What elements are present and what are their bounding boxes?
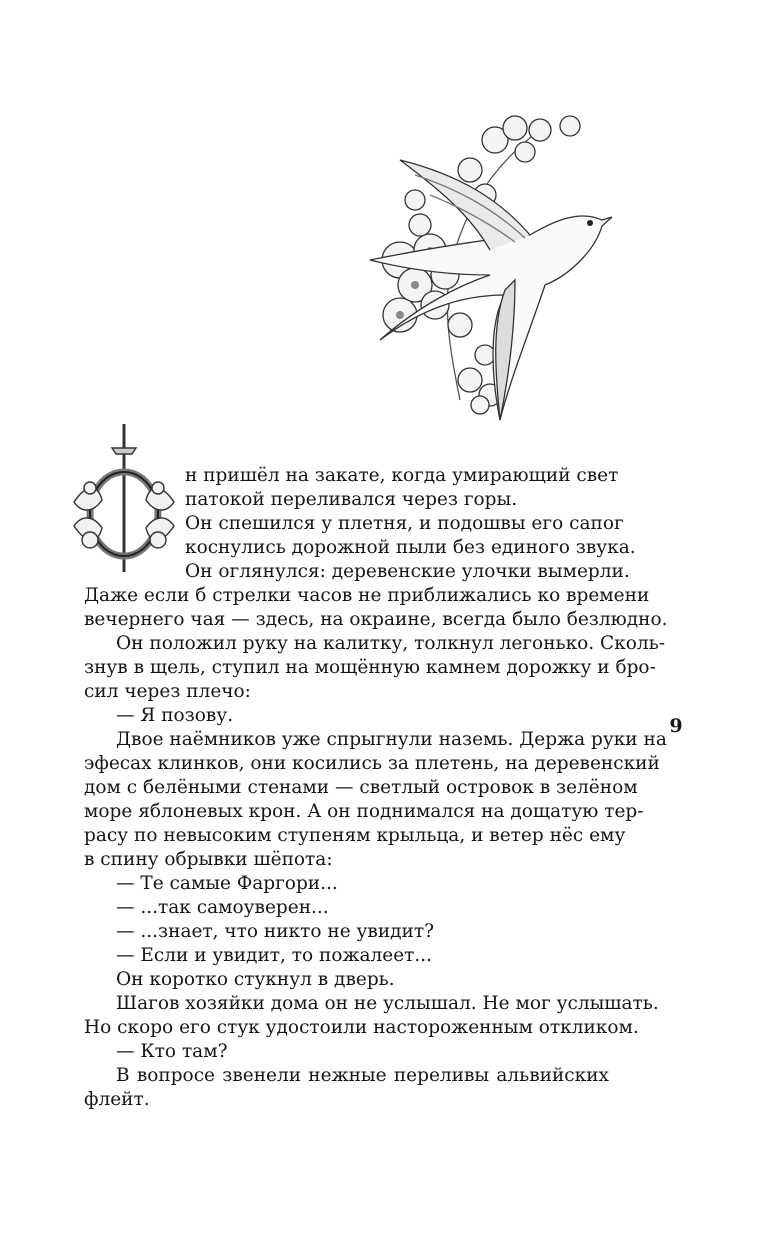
text-line: коснулись дорожной пыли без единого звука.: [185, 537, 636, 558]
dialogue-line: — Я позову.: [116, 705, 234, 726]
text-line: расу по невысоким ступеням крыльца, и ветер нёс ему: [84, 825, 626, 846]
text-line: сил через плечо:: [84, 681, 251, 702]
ornate-letter-with-sword-icon: [68, 422, 180, 580]
text-line: Он спешился у плетня, и подошвы его сапог: [185, 513, 624, 534]
dialogue-line: — Те самые Фаргори...: [116, 873, 338, 894]
dialogue-line: — ...так самоуверен...: [116, 897, 329, 918]
text-line: Он положил руку на калитку, толкнул легонько. Сколь-: [116, 633, 665, 654]
dialogue-line: — Кто там?: [116, 1041, 228, 1062]
page-number: 9: [669, 715, 683, 737]
text-line: Он коротко стукнул в дверь.: [116, 969, 395, 990]
text-line: В вопросе звенели нежные переливы альвийских: [116, 1065, 609, 1086]
text-line: Шагов хозяйки дома он не услышал. Не мог услышать.: [116, 993, 659, 1014]
text-line: Но скоро его стук удостоили настороженным откликом.: [84, 1017, 639, 1038]
text-line: н пришёл на закате, когда умирающий свет: [185, 465, 619, 486]
text-line: Даже если б стрелки часов не приближались ко времени: [84, 585, 650, 606]
dialogue-line: — Если и увидит, то пожалеет...: [116, 945, 433, 966]
text-line: флейт.: [84, 1089, 150, 1110]
text-line: вечернего чая — здесь, на окраине, всегда было безлюдно.: [84, 609, 668, 630]
text-line: море яблоневых крон. А он поднимался на дощатую тер-: [84, 801, 644, 822]
text-line: эфесах клинков, они косились за плетень, на деревенский: [84, 753, 660, 774]
text-line: Он оглянулся: деревенские улочки вымерли.: [185, 561, 630, 582]
text-line: Двое наёмников уже спрыгнули наземь. Держа руки на: [116, 729, 667, 750]
swallow-with-blossoms-illustration: [340, 100, 620, 430]
text-line: дом с белёными стенами — светлый островок в зелёном: [84, 777, 638, 798]
text-line: знув в щель, ступил на мощённую камнем дорожку и бро-: [84, 657, 656, 678]
dialogue-line: — ...знает, что никто не увидит?: [116, 921, 435, 942]
text-line: патокой переливался через горы.: [185, 489, 518, 510]
text-line: в спину обрывки шёпота:: [84, 849, 333, 870]
